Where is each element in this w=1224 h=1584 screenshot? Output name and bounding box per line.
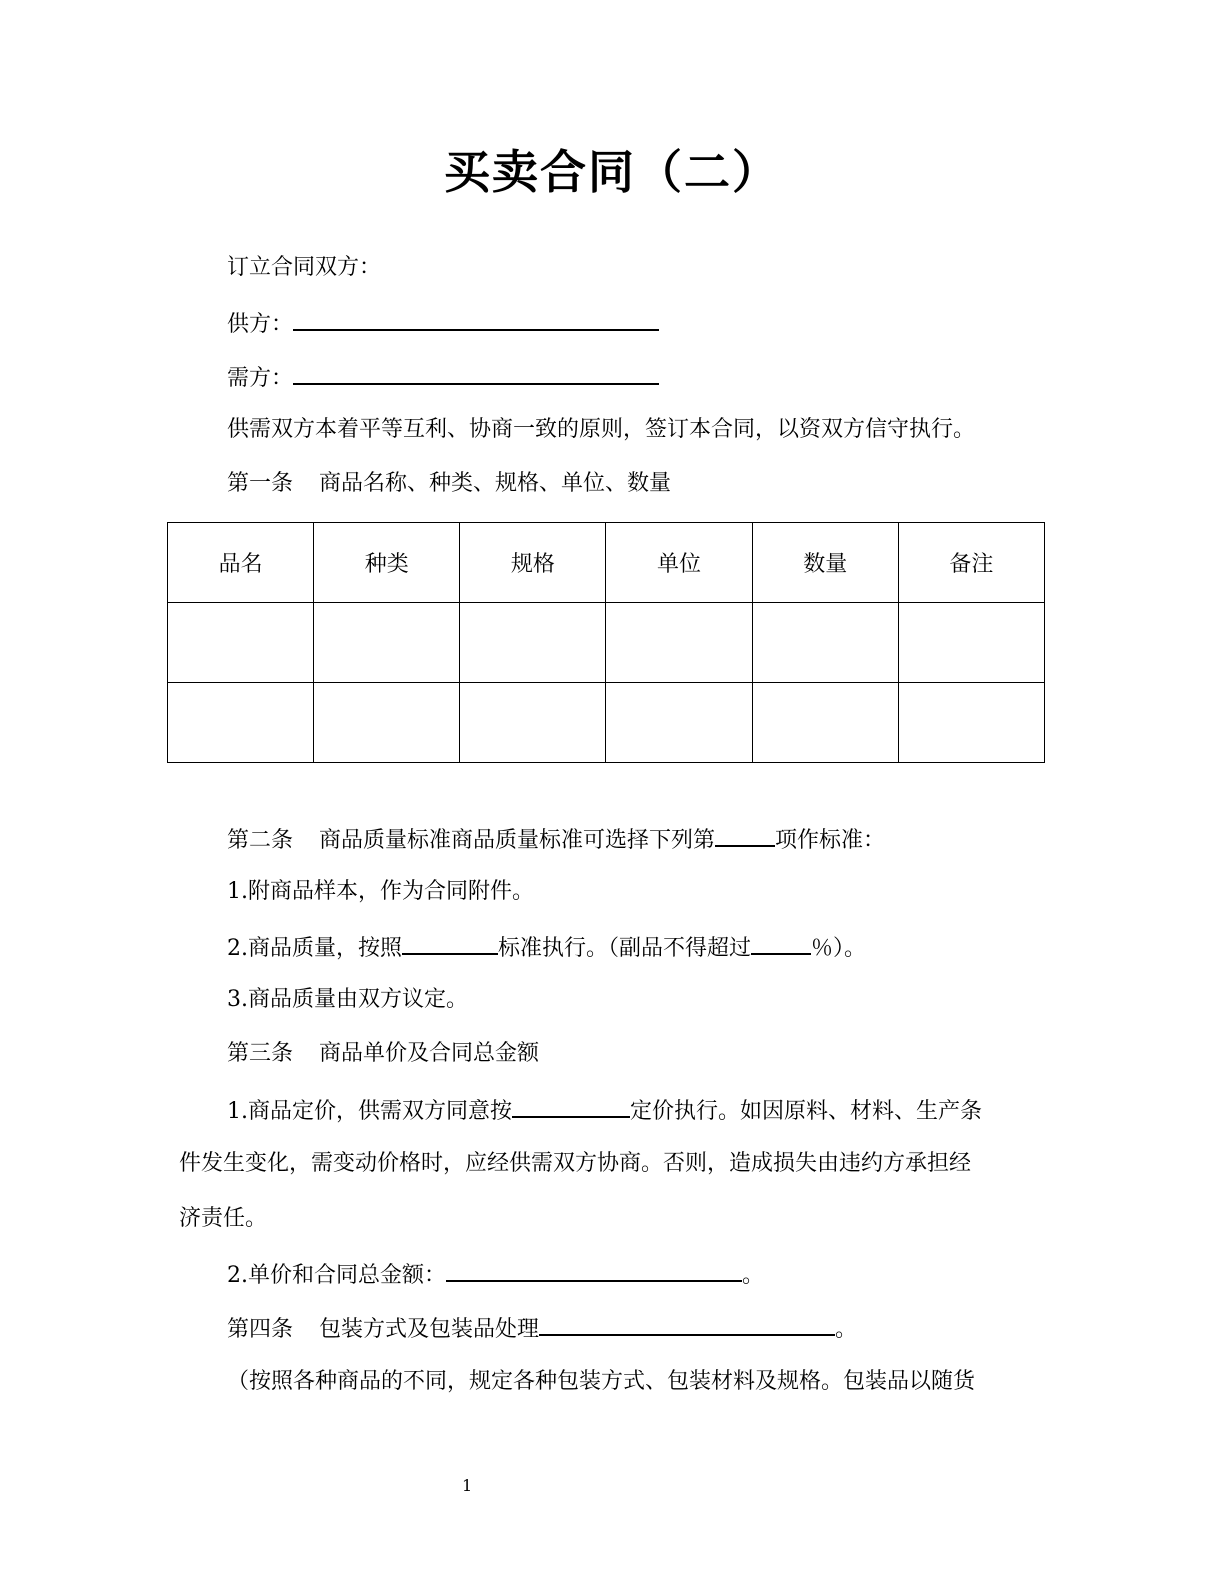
article-3-item-1-line-2: 件发生变化，需变动价格时，应经供需双方协商。否则，造成损失由违约方承担经: [179, 1151, 972, 1176]
parties-intro: 订立合同双方：: [227, 255, 382, 280]
header-cell-spec: 规格: [460, 523, 606, 603]
defect-percent-blank[interactable]: [751, 931, 811, 955]
page-number: 1: [462, 1476, 473, 1495]
header-cell-remarks: 备注: [898, 523, 1044, 603]
article-2-item-3: 3.商品质量由双方议定。: [227, 987, 468, 1012]
packaging-blank[interactable]: [539, 1312, 835, 1336]
buyer-blank[interactable]: [293, 361, 659, 385]
article-3-item-1-a: 1.商品定价，供需双方同意按: [227, 1099, 512, 1124]
table-cell[interactable]: [168, 683, 314, 763]
supplier-line: [227, 307, 659, 340]
table-cell[interactable]: [314, 683, 460, 763]
article-2-item-2: [227, 931, 866, 964]
article-2-item-2-c: ％）。: [811, 936, 867, 961]
article-2-item-2-a: 2.商品质量，按照: [227, 936, 402, 961]
supplier-blank[interactable]: [293, 307, 659, 331]
article-1-heading: [227, 469, 671, 499]
article-3-item-2-b: 。: [742, 1263, 765, 1288]
article-4-note: （按照各种商品的不同，规定各种包装方式、包装材料及规格。包装品以随货: [227, 1369, 976, 1394]
article-3-item-1-line-1: [227, 1094, 982, 1127]
article-2-text-a: 商品质量标准商品质量标准可选择下列第: [319, 828, 716, 853]
table-cell[interactable]: [606, 683, 752, 763]
article-4-number: 第四条: [227, 1317, 294, 1342]
table-cell[interactable]: [898, 603, 1044, 683]
article-4-title: 包装方式及包装品处理: [319, 1317, 540, 1342]
document-title: 买卖合同（二）: [444, 145, 780, 199]
article-3-item-1-line-3: 济责任。: [179, 1206, 268, 1231]
header-cell-type: 种类: [314, 523, 460, 603]
article-2-item-1: 1.附商品样本，作为合同附件。: [227, 879, 534, 904]
table-cell[interactable]: [898, 683, 1044, 763]
quality-standard-blank[interactable]: [402, 931, 498, 955]
buyer-label: 需方：: [227, 366, 294, 391]
table-cell[interactable]: [606, 603, 752, 683]
table-row: [168, 603, 1045, 683]
article-2-heading: [227, 823, 885, 856]
article-2-text-b: 项作标准：: [775, 828, 886, 853]
article-1-number: 第一条: [227, 471, 294, 496]
article-4-end: 。: [835, 1317, 858, 1342]
table-cell[interactable]: [752, 603, 898, 683]
standard-choice-blank[interactable]: [715, 823, 775, 847]
article-2-number: 第二条: [227, 828, 294, 853]
total-amount-blank[interactable]: [446, 1258, 742, 1282]
principle-text: 供需双方本着平等互利、协商一致的原则，签订本合同，以资双方信守执行。: [227, 417, 976, 442]
article-4-heading: [227, 1312, 857, 1345]
buyer-line: [227, 361, 659, 394]
table-cell[interactable]: [752, 683, 898, 763]
header-cell-name: 品名: [168, 523, 314, 603]
article-2-item-2-b: 标准执行。（副品不得超过: [498, 936, 752, 961]
article-3-heading: [227, 1039, 539, 1069]
article-3-number: 第三条: [227, 1041, 294, 1066]
article-3-item-2-a: 2.单价和合同总金额：: [227, 1263, 446, 1288]
header-cell-quantity: 数量: [752, 523, 898, 603]
pricing-basis-blank[interactable]: [512, 1094, 630, 1118]
goods-table: [167, 522, 1045, 763]
table-cell[interactable]: [168, 603, 314, 683]
table-header-row: [168, 523, 1045, 603]
table-cell[interactable]: [460, 683, 606, 763]
header-cell-unit: 单位: [606, 523, 752, 603]
article-3-item-2: [227, 1258, 764, 1291]
table-cell[interactable]: [460, 603, 606, 683]
article-3-item-1-b: 定价执行。如因原料、材料、生产条: [630, 1099, 983, 1124]
article-3-title: 商品单价及合同总金额: [319, 1041, 540, 1066]
supplier-label: 供方：: [227, 312, 294, 337]
article-1-title: 商品名称、种类、规格、单位、数量: [319, 471, 672, 496]
table-cell[interactable]: [314, 603, 460, 683]
table-row: [168, 683, 1045, 763]
